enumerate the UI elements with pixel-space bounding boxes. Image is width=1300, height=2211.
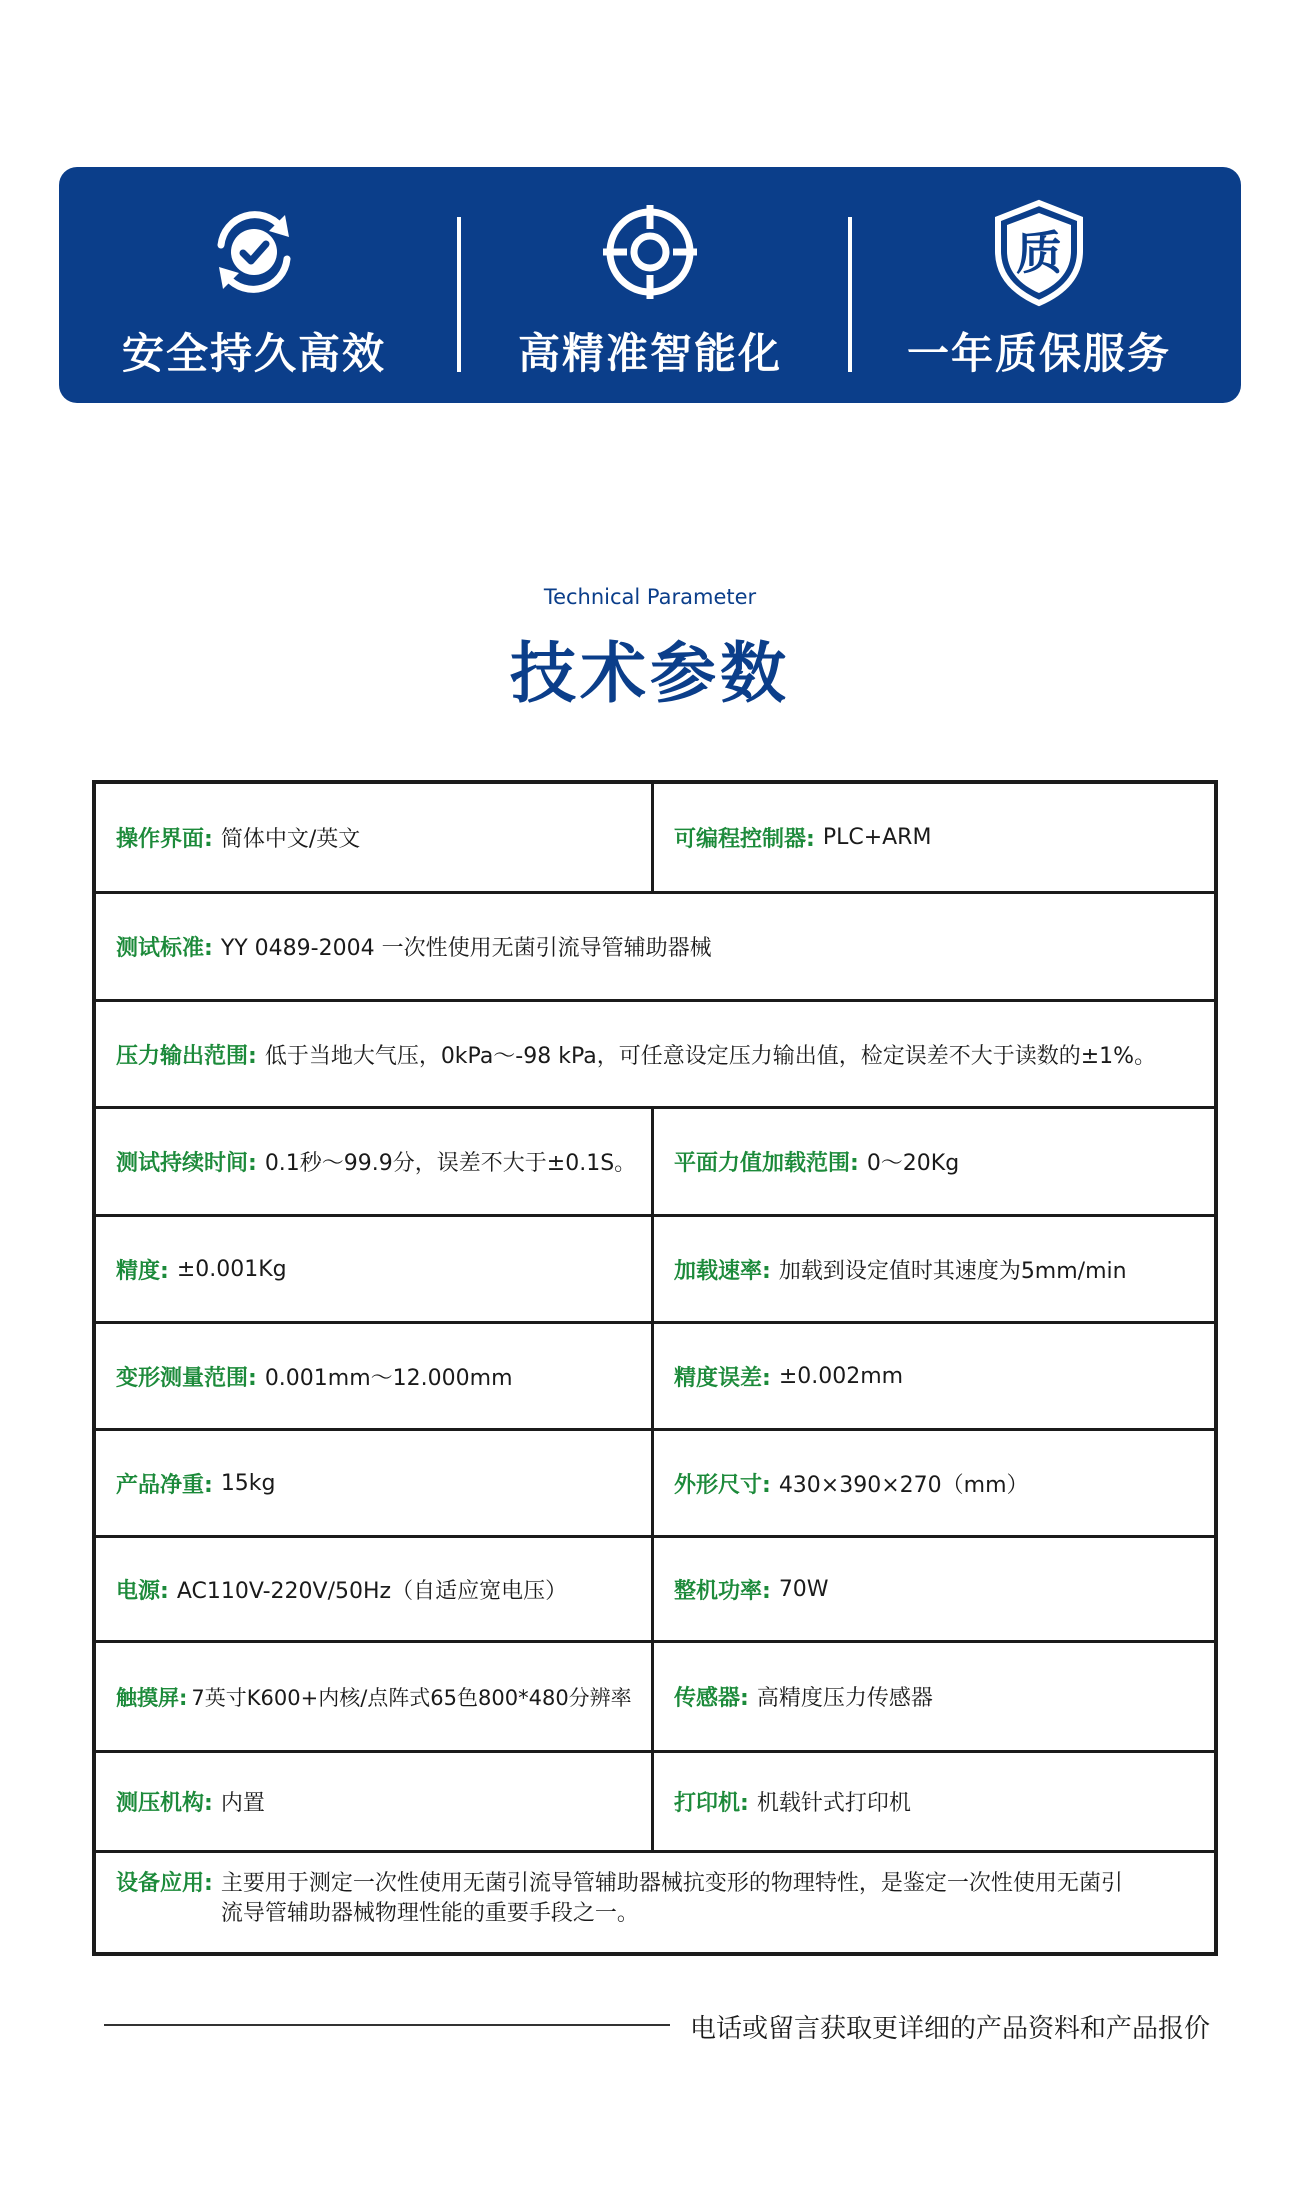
spec-value: 主要用于测定一次性使用无菌引流导管辅助器械抗变形的物理特性，是鉴定一次性使用无菌引流导管辅助器械物理性能的重要手段之一。 xyxy=(220,1871,1123,1926)
feature-warranty xyxy=(844,167,1234,403)
spec-cell xyxy=(651,1431,1214,1535)
target-icon xyxy=(595,197,705,307)
spec-row xyxy=(96,1753,1214,1853)
spec-key: 精度: xyxy=(116,1258,169,1284)
feature-banner xyxy=(59,167,1241,403)
spec-value: ±0.001Kg xyxy=(176,1256,287,1282)
spec-cell xyxy=(96,1753,651,1850)
spec-cell xyxy=(96,1853,1214,1953)
spec-value: 0～20Kg xyxy=(866,1151,960,1176)
spec-cell xyxy=(651,1324,1214,1428)
spec-cell xyxy=(96,784,651,891)
spec-value: 加载到设定值时其速度为5mm/min xyxy=(778,1258,1127,1284)
cycle-check-icon xyxy=(199,197,309,307)
feature-label: 高精准智能化 xyxy=(517,329,782,378)
spec-row xyxy=(96,1002,1214,1109)
spec-cell xyxy=(651,784,1214,891)
spec-row xyxy=(96,1109,1214,1217)
spec-value: YY 0489-2004 一次性使用无菌引流导管辅助器械 xyxy=(220,936,712,961)
spec-value: 低于当地大气压，0kPa～-98 kPa，可任意设定压力输出值，检定误差不大于读数的±1%。 xyxy=(264,1043,1157,1069)
spec-row xyxy=(96,784,1214,894)
spec-value: ±0.002mm xyxy=(778,1363,904,1389)
spec-key: 打印机: xyxy=(674,1791,749,1816)
spec-cell xyxy=(96,1538,651,1640)
spec-value: PLC+ARM xyxy=(822,825,932,850)
footer-contact-text: 电话或留言获取更详细的产品资料和产品报价 xyxy=(690,2014,1211,2044)
footer-divider xyxy=(104,2024,670,2026)
spec-cell xyxy=(96,1109,651,1214)
spec-key: 测试持续时间: xyxy=(116,1151,257,1176)
feature-high-precision xyxy=(455,167,845,403)
spec-key: 测压机构: xyxy=(116,1791,213,1816)
quality-shield-icon xyxy=(984,197,1094,307)
spec-key: 加载速率: xyxy=(674,1258,771,1284)
spec-cell xyxy=(651,1643,1214,1750)
feature-label: 一年质保服务 xyxy=(906,329,1171,378)
spec-value: AC110V-220V/50Hz（自适应宽电压） xyxy=(176,1578,568,1604)
spec-key: 产品净重: xyxy=(116,1472,213,1498)
spec-value: 内置 xyxy=(220,1791,265,1816)
spec-value: 高精度压力传感器 xyxy=(756,1686,933,1711)
quality-glyph: 质 xyxy=(1016,226,1062,280)
spec-value: 7英寸K600+内核/点阵式65色800*480分辨率 xyxy=(191,1685,632,1710)
spec-cell xyxy=(96,1217,651,1321)
spec-key: 精度误差: xyxy=(674,1365,771,1391)
spec-key: 传感器: xyxy=(674,1686,749,1711)
spec-cell xyxy=(651,1217,1214,1321)
spec-key: 测试标准: xyxy=(116,936,213,961)
spec-cell xyxy=(96,1324,651,1428)
spec-cell xyxy=(96,1431,651,1535)
spec-value: 0.1秒～99.9分，误差不大于±0.1S。 xyxy=(264,1151,637,1176)
spec-key: 设备应用: xyxy=(116,1871,213,1896)
spec-cell xyxy=(96,1002,1214,1106)
spec-key: 整机功率: xyxy=(674,1578,771,1604)
spec-key: 平面力值加载范围: xyxy=(674,1151,859,1176)
spec-key: 操作界面: xyxy=(116,827,213,852)
spec-row xyxy=(96,1853,1214,1953)
spec-value: 430×390×270（mm） xyxy=(778,1472,1029,1498)
spec-cell xyxy=(96,894,1214,999)
spec-cell xyxy=(651,1753,1214,1850)
spec-table xyxy=(92,780,1218,1956)
feature-label: 安全持久高效 xyxy=(121,329,386,378)
spec-value: 15kg xyxy=(220,1470,276,1496)
spec-row xyxy=(96,1431,1214,1538)
spec-value: 70W xyxy=(778,1576,829,1602)
spec-row xyxy=(96,1217,1214,1324)
spec-cell xyxy=(651,1109,1214,1214)
spec-row xyxy=(96,1324,1214,1431)
spec-cell xyxy=(96,1643,651,1750)
spec-row xyxy=(96,1538,1214,1643)
feature-safe-durable xyxy=(59,167,449,403)
spec-key: 可编程控制器: xyxy=(674,827,815,852)
spec-key: 触摸屏: xyxy=(116,1685,188,1710)
spec-value: 简体中文/英文 xyxy=(220,827,361,852)
spec-value: 机载针式打印机 xyxy=(756,1791,911,1816)
section-subtitle: Technical Parameter xyxy=(543,585,757,609)
spec-key: 外形尺寸: xyxy=(674,1472,771,1498)
spec-cell xyxy=(651,1538,1214,1640)
spec-key: 变形测量范围: xyxy=(116,1365,257,1391)
spec-key: 压力输出范围: xyxy=(116,1043,257,1069)
spec-value: 0.001mm～12.000mm xyxy=(264,1365,513,1391)
spec-row xyxy=(96,894,1214,1002)
spec-key: 电源: xyxy=(116,1578,169,1604)
section-title: 技术参数 xyxy=(510,635,790,712)
spec-row xyxy=(96,1643,1214,1753)
